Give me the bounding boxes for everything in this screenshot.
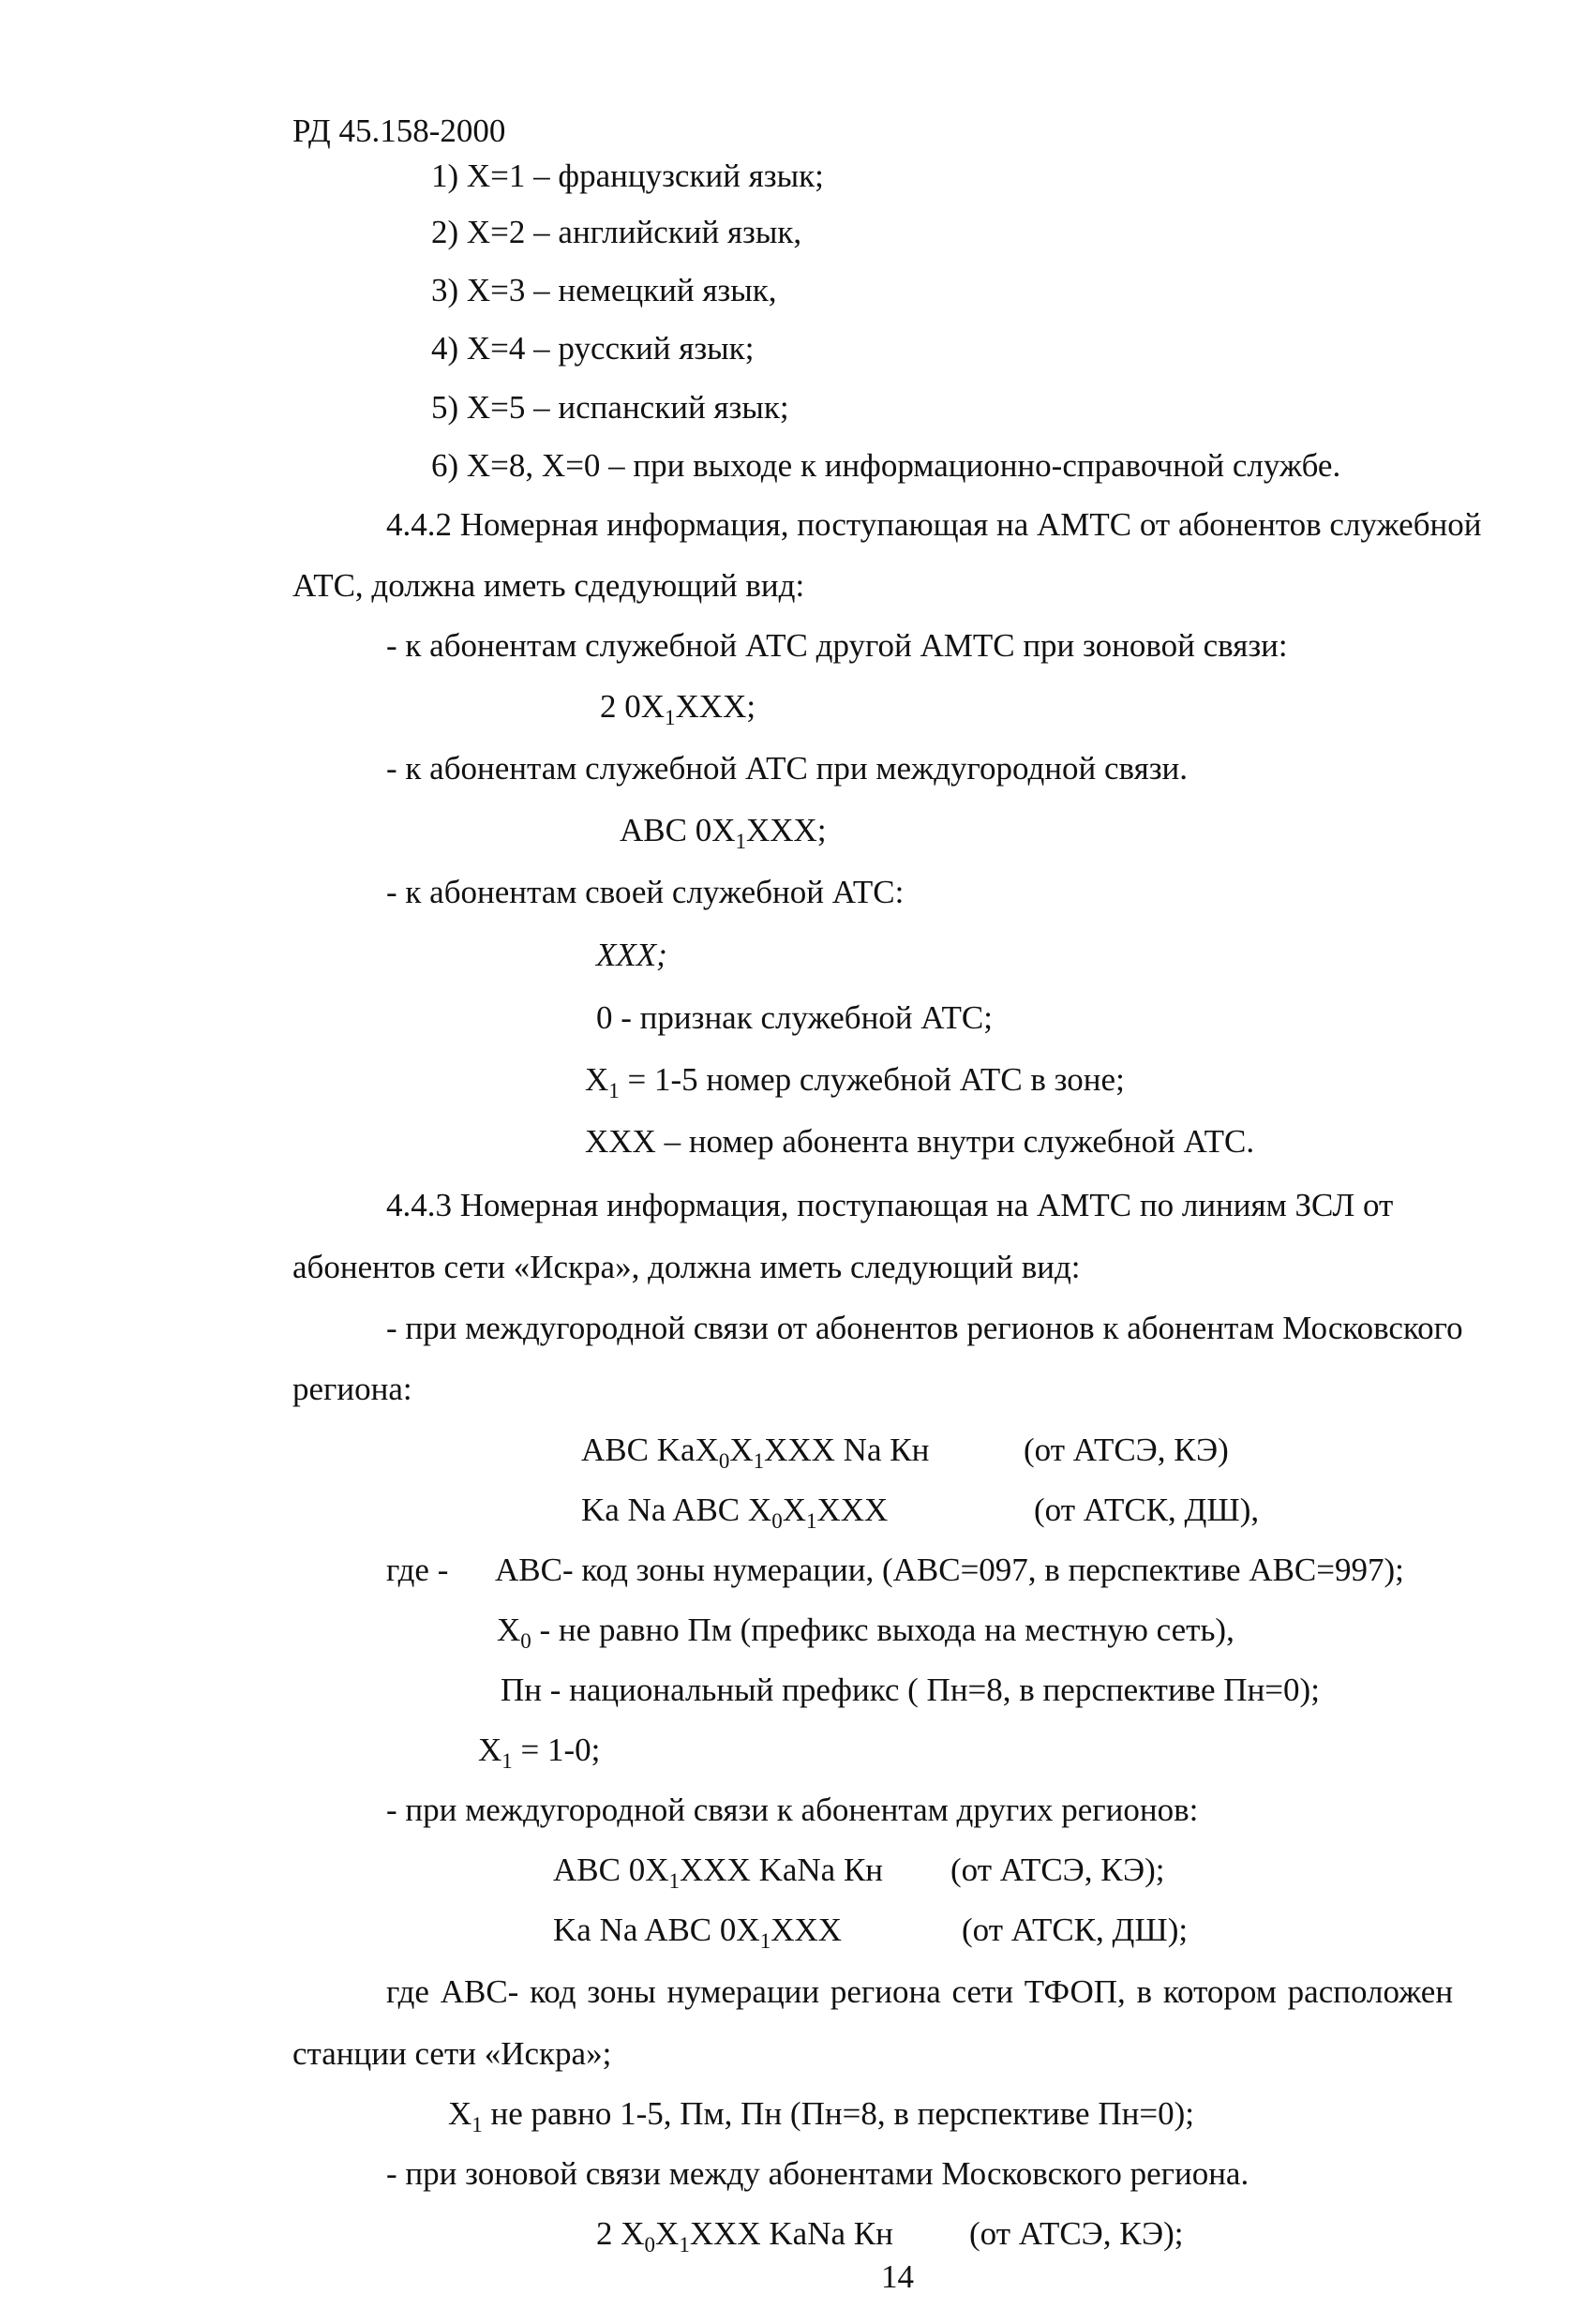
bullet-zonal: - к абонентам служебной АТС другой АМТС при зоновой связи: [386, 627, 1288, 664]
definition: $X_1 = 1-5$ номер служебной АТС в зоне; [585, 1061, 1125, 1102]
formula: 2 $X_0X_1XXX$ KaNa Кн [596, 2215, 893, 2257]
list-item: 1) X=1 – французский язык; [431, 157, 824, 194]
bullet-other-regions: - при междугородной связи к абонентам других регионов: [386, 1792, 1199, 1828]
definition: XXX – номер абонента внутри служебной АТС. [585, 1123, 1255, 1160]
list-item: 2) X=2 – английский язык, [431, 214, 802, 250]
section-4-4-2-line-2: АТС, должна иметь сдедующий вид: [292, 567, 805, 604]
paragraph-line: где ABC- код зоны нумерации региона сети ТФОП, в котором расположен [386, 1973, 1454, 2010]
formula: ABC $KaX_0X_1XXX$ Na Кн [581, 1432, 930, 1473]
formula: Ka Na ABC $X_0X_1XXX$ [581, 1492, 889, 1533]
formula-source: (от АТСК, ДШ), [1034, 1492, 1260, 1528]
formula: ABC $0X_1XXX$; [620, 812, 827, 853]
formula: ABC $0X_1XXX$ KaNa Кн [553, 1852, 884, 1893]
formula-source: (от АТСЭ, КЭ); [950, 1852, 1165, 1888]
definition: Пн - национальный префикс ( Пн=8, в перспективе Пн=0); [501, 1672, 1320, 1708]
list-item: 5) X=5 – испанский язык; [431, 389, 789, 426]
formula: Ka Na ABC $0X_1XXX$ [553, 1912, 843, 1953]
definition: $X_1$ не равно 1-5, Пм, Пн (Пн=8, в перспективе Пн=0); [448, 2095, 1194, 2137]
document-id: РД 45.158-2000 [292, 112, 506, 149]
formula-source: (от АТСЭ, КЭ) [1024, 1432, 1229, 1468]
section-4-4-3-line-1: 4.4.3 Номерная информация, поступающая на АМТС по линиям ЗСЛ от [386, 1187, 1394, 1223]
formula-source: (от АТСЭ, КЭ); [969, 2215, 1184, 2252]
definition: $X_1 = 1-0$; [478, 1732, 601, 1773]
definition: ABC- код зоны нумерации, (ABC=097, в перспективе ABC=997); [495, 1552, 1404, 1588]
definition: 0 - признак служебной АТС; [596, 999, 993, 1036]
page-number: 14 [881, 2258, 914, 2295]
formula-source: (от АТСК, ДШ); [962, 1912, 1189, 1948]
bullet-moscow-long-distance: - при междугородной связи от абонентов регионов к абонентам Московского [386, 1310, 1463, 1346]
paragraph-line: региона: [292, 1371, 412, 1407]
definition: $X_0$ - не равно Пм (префикс выхода на местную сеть), [497, 1612, 1234, 1653]
bullet-own-office: - к абонентам своей служебной АТС: [386, 874, 905, 910]
formula: 2 $0X_1XXX$; [600, 688, 756, 729]
where-label: где - [386, 1552, 449, 1588]
bullet-moscow-zonal: - при зоновой связи между абонентами Московского региона. [386, 2155, 1249, 2192]
section-4-4-2-line-1: 4.4.2 Номерная информация, поступающая на АМТС от абонентов служебной [386, 506, 1482, 543]
formula: XXX; [596, 937, 667, 973]
section-4-4-3-line-2: абонентов сети «Искра», должна иметь следующий вид: [292, 1249, 1081, 1285]
list-item: 6) X=8, X=0 – при выходе к информационно-справочной службе. [431, 447, 1341, 484]
list-item: 3) X=3 – немецкий язык, [431, 272, 777, 308]
bullet-long-distance: - к абонентам служебной АТС при междугородной связи. [386, 750, 1189, 787]
list-item: 4) X=4 – русский язык; [431, 330, 755, 367]
paragraph-line: станции сети «Искра»; [292, 2035, 612, 2072]
